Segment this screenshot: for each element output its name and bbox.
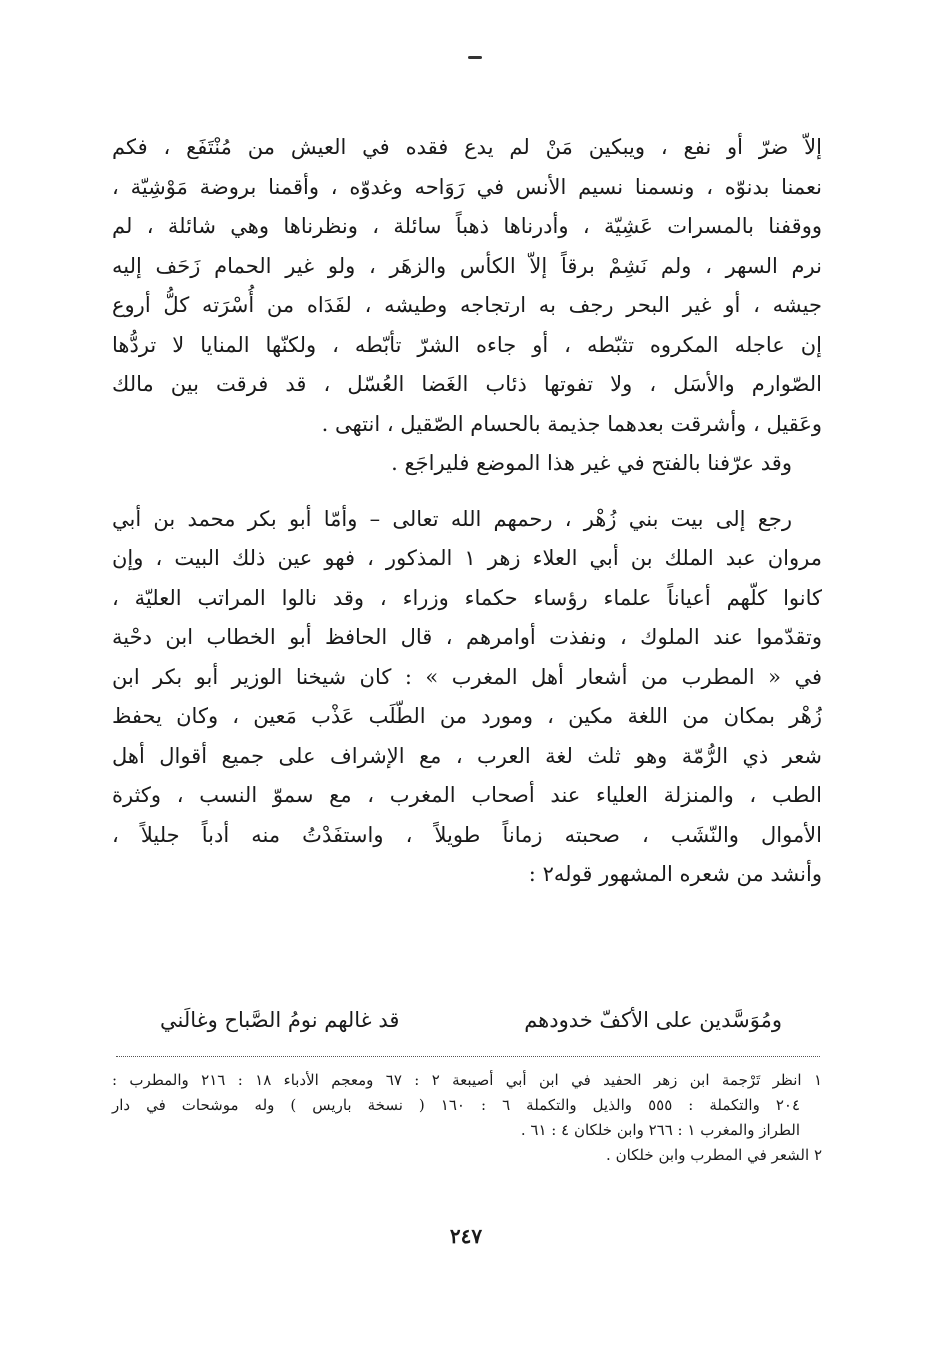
text-line: نرم السهر ، ولم نَشِمْ برقاً إلاّ الكأس والزهَر ، ولو غير الحمام زَحَف إليه (112, 253, 822, 278)
top-mark (468, 56, 482, 59)
footnote-line: ٢٠٤ والتكملة : ٥٥٥ والذيل والتكملة ٦ : ١٦٠ ( نسخة باريس ) وله موشحات في دار (112, 1096, 801, 1114)
text-line: وأنشد من شعره المشهور قوله٢ : (528, 862, 822, 886)
text-line: ووقفنا بالمسرات عَشِيّة ، وأدرناها ذهباً سائلة ، ونظرناها وهي شائلة ، لم (112, 214, 822, 238)
verse-hemistich-right: ومُوَسَّدين على الأكفّ خدودهم (524, 1008, 782, 1032)
text-line: الطب ، والمنزلة العلياء عند أصحاب المغرب ، مع سموّ النسب ، وكثرة (112, 783, 822, 807)
text-line: شعر ذي الرُّمّة وهو ثلث لغة العرب ، مع الإشراف على جميع أقوال أهل (112, 743, 822, 768)
main-text (112, 128, 822, 895)
page-number: ٢٤٧ (449, 1224, 483, 1248)
text-line: الأموال والنّشَب ، صحبته زماناً طويلاً ، واستفَدْتُ منه أدباً جليلاً ، (112, 822, 822, 847)
footnote-separator (116, 1056, 820, 1057)
text-line: في « المطرب من أشعار أهل المغرب » : كان شيخنا الوزير أبو بكر ابن (112, 664, 822, 689)
footnotes (112, 1068, 822, 1168)
text-line: زُهْر بمكان من اللغة مكين ، ومورد من الطّلَب عَذْب مَعين ، وكان يحفظ (112, 704, 822, 728)
footnote-line: ١ انظر تَرْجمة ابن زهر الحفيد في ابن أبي أصيبعة ٢ : ٦٧ ومعجم الأدباء ١٨ : ٢١٦ والمطرب : (112, 1071, 823, 1089)
text-line: وتقدّموا عند الملوك ، ونفذت أوامرهم ، قال الحافظ أبو الخطاب ابن دحْية (112, 625, 822, 649)
text-line: وعَقيل ، وأشرقت بعدهما جذيمة بالحسام الصّقيل ، انتهى . (321, 411, 822, 436)
text-line: مروان عبد الملك بن أبي العلاء زهر ١ المذكور ، فهو عين ذلك البيت ، وإن (112, 546, 822, 570)
reference-line: وقد عرّفنا بالفتح في غير هذا الموضع فليراجَع . (391, 451, 792, 475)
text-line: إن عاجله المكروه تثبّطه ، أو جاءه الشرّ تأبّطه ، ولكنّها المنايا لا تردُّها (112, 332, 822, 357)
text-line: رجع إلى بيت بني زُهْر ، رحمهم الله تعالى – وأمّا أبو بكر محمد بن أبي (112, 506, 792, 531)
footnote-line: ٢ الشعر في المطرب وابن خلكان . (606, 1146, 822, 1164)
verse-hemistich-left: قد غالهم نومُ الصَّباح وغالَني (160, 1008, 400, 1032)
text-line: نعمنا بدنوّه ، ونسمنا نسيم الأنس في رَوَاحه وغدوّه ، وأقمنا بروضة مَوْشِيّة ، (112, 174, 822, 199)
text-line: جيشه ، أو غير البحر رجف به ارتجاجه وطيشه ، لفَدَاه من أُسْرَته كلُّ أروع (112, 293, 822, 317)
text-line: الصّوارم والأسَل ، ولا تفوتها ذئاب الغَضا العُسّل ، قد فرقت بين مالك (112, 372, 822, 396)
text-line: كانوا كلّهم أعياناً علماء رؤساء حكماء وزراء ، وقد نالوا المراتب العليّة ، (112, 585, 822, 610)
footnote-line: الطراز والمغرب ١ : ٢٦٦ وابن خلكان ٤ : ٦١ . (520, 1121, 800, 1139)
text-line: إلاّ ضرّ أو نفع ، ويبكين مَنْ لم يدع فقده في العيش من مُنْتَفَع ، فكم (112, 135, 822, 159)
poem-verse (160, 1000, 782, 1040)
